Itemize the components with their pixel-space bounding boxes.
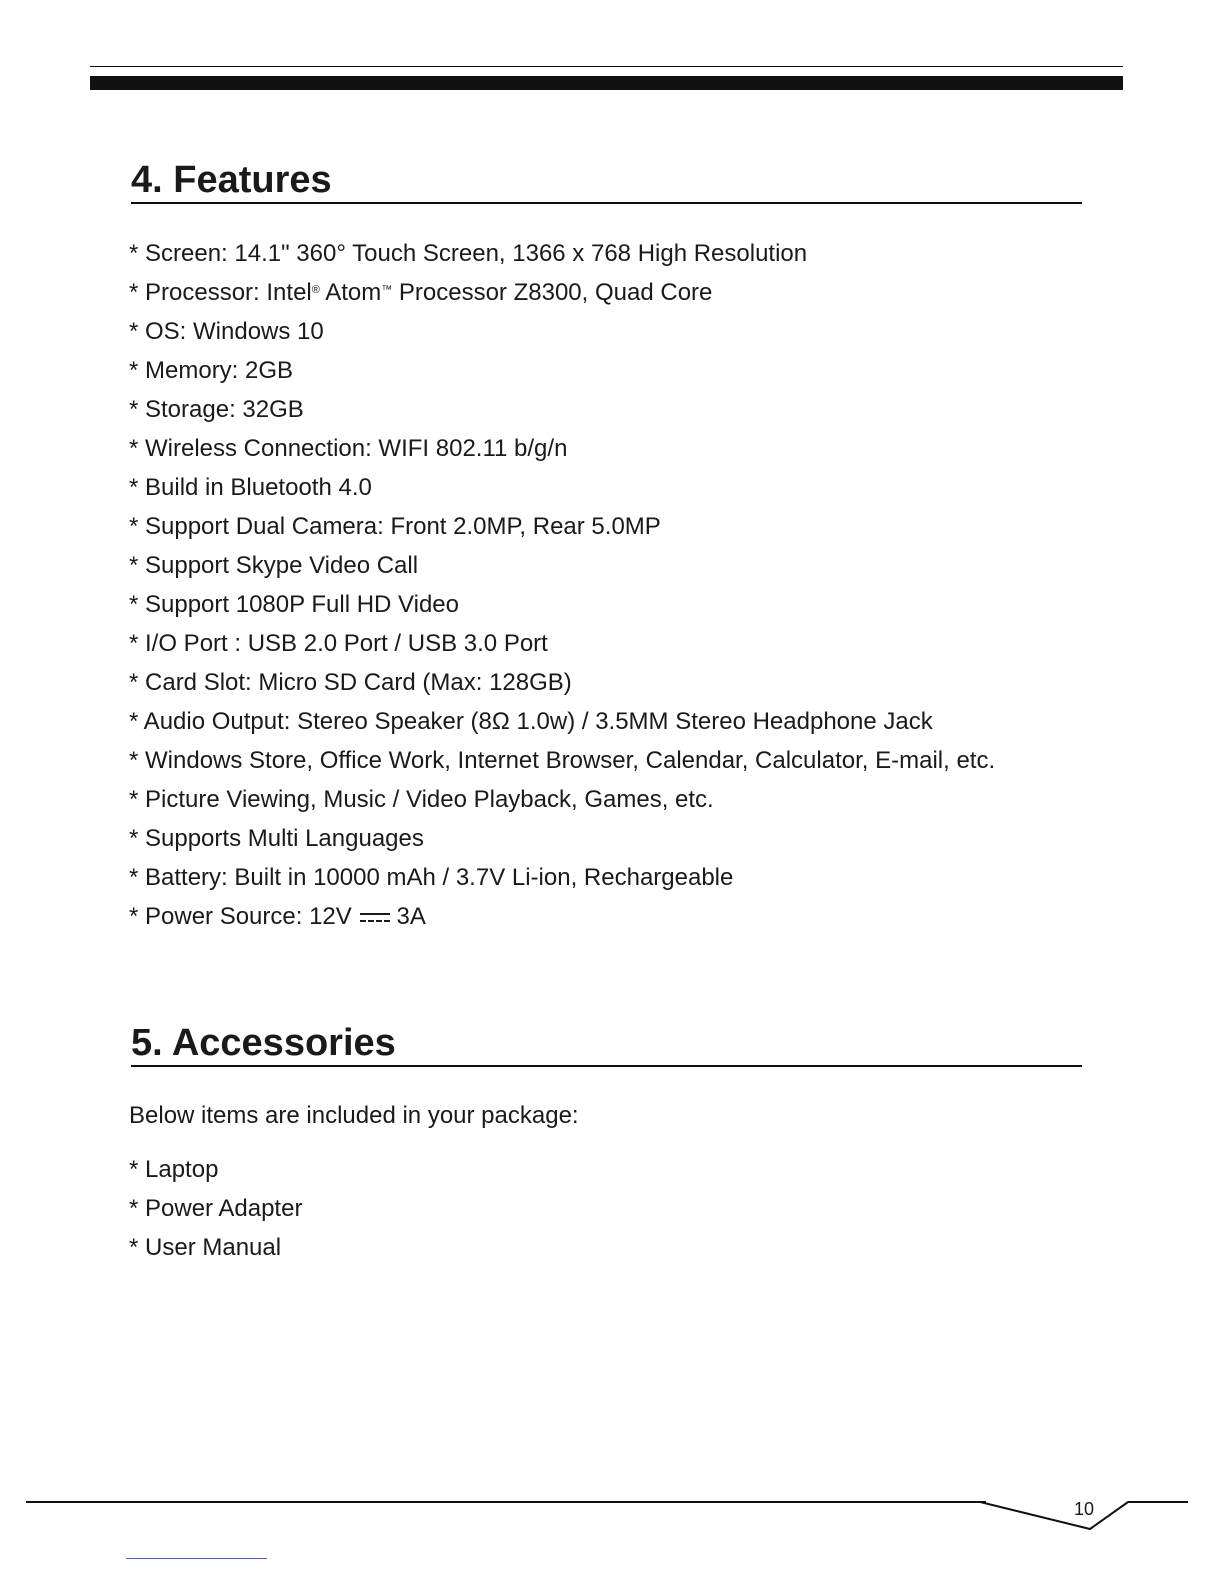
list-item: * Battery: Built in 10000 mAh / 3.7V Li-ion, Rechargeable bbox=[129, 864, 734, 891]
list-item: * Supports Multi Languages bbox=[129, 825, 424, 852]
page-number: 10 bbox=[1074, 1499, 1095, 1519]
processor-prefix: * Processor: Intel bbox=[129, 279, 312, 306]
list-item: * Power Adapter bbox=[129, 1195, 303, 1222]
list-item: * OS: Windows 10 bbox=[129, 318, 324, 345]
footer-rule bbox=[26, 1501, 986, 1503]
accessories-list bbox=[129, 1150, 302, 1267]
processor-mid: Atom bbox=[319, 279, 382, 306]
list-item: * Windows Store, Office Work, Internet Browser, Calendar, Calculator, E-mail, etc. bbox=[129, 747, 996, 774]
list-item: * Picture Viewing, Music / Video Playback, Games, etc. bbox=[129, 786, 714, 813]
list-item: * Audio Output: Stereo Speaker (8Ω 1.0w) / 3.5MM Stereo Headphone Jack bbox=[129, 708, 933, 735]
list-item: * Screen: 14.1" 360° Touch Screen, 1366 x 768 High Resolution bbox=[129, 240, 808, 267]
list-item: * Card Slot: Micro SD Card (Max: 128GB) bbox=[129, 669, 572, 696]
list-item: * User Manual bbox=[129, 1234, 282, 1261]
list-item: * Support 1080P Full HD Video bbox=[129, 591, 459, 618]
list-item: * Support Dual Camera: Front 2.0MP, Rear 5.0MP bbox=[129, 513, 661, 540]
list-item: * Support Skype Video Call bbox=[129, 552, 419, 579]
features-list bbox=[129, 234, 995, 936]
list-item: * I/O Port : USB 2.0 Port / USB 3.0 Port bbox=[129, 630, 548, 657]
trademark-mark: ™ bbox=[381, 284, 393, 296]
header-thick-rule bbox=[90, 76, 1123, 90]
link-underline-fragment bbox=[126, 1558, 267, 1559]
list-item: * Wireless Connection: WIFI 802.11 b/g/n bbox=[129, 435, 568, 462]
header-thin-rule bbox=[90, 66, 1123, 67]
accessories-heading: 5. Accessories bbox=[131, 1021, 1082, 1067]
processor-suffix: Processor Z8300, Quad Core bbox=[392, 279, 713, 306]
list-item bbox=[129, 897, 995, 936]
registered-mark: ® bbox=[311, 284, 320, 296]
power-source-suffix: 3A bbox=[396, 903, 426, 930]
dc-current-icon bbox=[360, 911, 390, 925]
list-item: * Build in Bluetooth 4.0 bbox=[129, 474, 372, 501]
features-heading: 4. Features bbox=[131, 158, 1082, 204]
list-item: * Laptop bbox=[129, 1156, 219, 1183]
power-source-prefix: * Power Source: 12V bbox=[129, 903, 352, 930]
list-item: * Storage: 32GB bbox=[129, 396, 304, 423]
list-item: * Memory: 2GB bbox=[129, 357, 294, 384]
list-item bbox=[129, 273, 995, 312]
accessories-intro: Below items are included in your package: bbox=[129, 1102, 579, 1129]
